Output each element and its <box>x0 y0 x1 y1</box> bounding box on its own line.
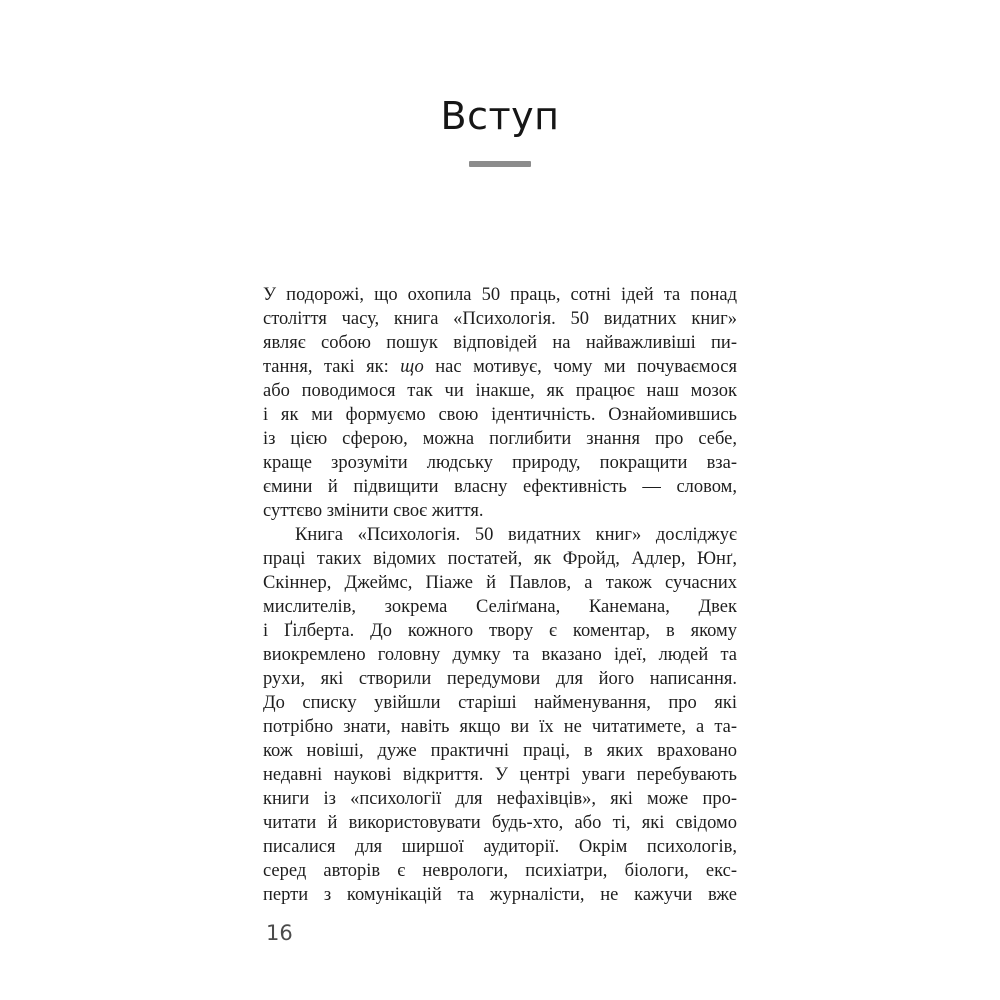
text-line: недавні наукові відкриття. У центрі уваги перебувають <box>263 765 737 785</box>
text-line: ємини й підвищити власну ефективність — словом, <box>263 477 737 497</box>
text-line: кож новіші, дуже практичні праці, в яких враховано <box>263 741 737 761</box>
text-line: рухи, які створили передумови для його написання. <box>263 669 737 689</box>
text-line: потрібно знати, навіть якщо ви їх не читатимете, а та- <box>263 717 737 737</box>
page-number: 16 <box>266 921 293 945</box>
chapter-title: Вступ <box>440 94 560 138</box>
text-line: або поводимося так чи інакше, як працює наш мозок <box>263 381 737 401</box>
text-line: мислителів, зокрема Селіґмана, Канемана, Двек <box>263 597 737 617</box>
text-line: До списку увійшли старіші найменування, про які <box>263 693 737 713</box>
text-line: читати й використовувати будь-хто, або ті, які свідомо <box>263 813 737 833</box>
text-line: серед авторів є неврологи, психіатри, біологи, екс- <box>263 861 737 881</box>
text-line: Книга «Психологія. 50 видатних книг» досліджує <box>295 525 737 545</box>
text-line: У подорожі, що охопила 50 праць, сотні ідей та понад <box>263 285 737 305</box>
text-line: тання, такі як: що нас мотивує, чому ми почуваємося <box>263 357 737 377</box>
text-line: суттєво змінити своє життя. <box>263 501 484 521</box>
paragraph <box>263 283 737 523</box>
text-line: і Ґілберта. До кожного твору є коментар, в якому <box>263 621 737 641</box>
text-line: перти з комунікацій та журналісти, не кажучи вже <box>263 885 737 905</box>
text-line: із цією сферою, можна поглибити знання про себе, <box>263 429 737 449</box>
text-line: століття часу, книга «Психологія. 50 видатних книг» <box>263 309 737 329</box>
text-line: виокремлено головну думку та вказано ідеї, людей та <box>263 645 737 665</box>
text-line: і як ми формуємо свою ідентичність. Ознайомившись <box>263 405 737 425</box>
paragraph <box>263 523 737 907</box>
text-line: писалися для ширшої аудиторії. Окрім психологів, <box>263 837 737 857</box>
title-divider <box>469 161 531 167</box>
body-text <box>263 283 737 907</box>
text-line: краще зрозуміти людську природу, покращити вза- <box>263 453 737 473</box>
text-line: книги із «психології для нефахівців», які може про- <box>263 789 737 809</box>
text-line: являє собою пошук відповідей на найважливіші пи- <box>263 333 737 353</box>
text-line: праці таких відомих постатей, як Фройд, Адлер, Юнґ, <box>263 549 737 569</box>
text-line: Скіннер, Джеймс, Піаже й Павлов, а також сучасних <box>263 573 737 593</box>
